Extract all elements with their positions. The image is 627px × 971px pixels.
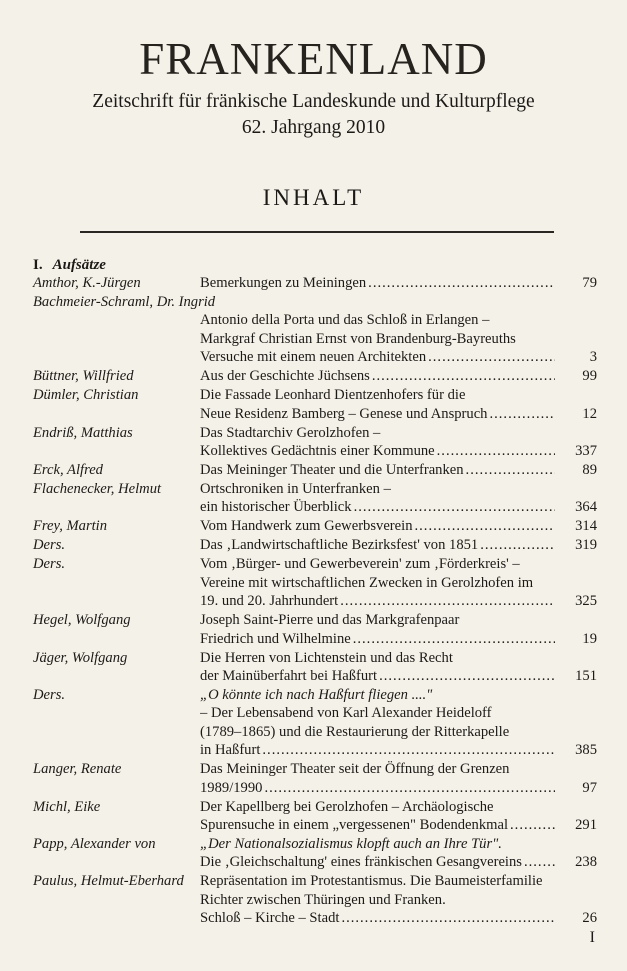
entry-title-text: Richter zwischen Thüringen und Franken. <box>200 891 446 908</box>
entry-page-number: 364 <box>575 499 597 516</box>
entry-title-line <box>200 909 555 927</box>
entry-title-block <box>200 424 555 461</box>
entry-page-number: 97 <box>582 779 597 796</box>
entry-title-line <box>200 480 555 498</box>
entry-title-text: „O könnte ich nach Haßfurt fliegen ...." <box>200 687 433 704</box>
entry-title-line <box>200 760 555 778</box>
entry-page-number: 151 <box>575 668 597 685</box>
entry-title-text: Der Kapellberg bei Gerolzhofen – Archäologische <box>200 798 494 815</box>
entry-title-block <box>200 686 555 760</box>
entry-title-block <box>200 480 555 517</box>
section-heading <box>33 257 106 274</box>
entry-title-block <box>200 872 555 927</box>
toc-entry <box>0 686 627 760</box>
entry-title-block <box>200 517 555 535</box>
entry-title-line <box>200 386 555 404</box>
entry-title-text: Friedrich und Wilhelmine <box>200 630 351 647</box>
leader-dots <box>508 816 555 834</box>
entry-title-line <box>200 798 555 816</box>
entry-author: Bachmeier-Schraml, Dr. Ingrid <box>33 294 216 310</box>
entry-author: Frey, Martin <box>33 518 108 535</box>
entry-author: Ders. <box>33 687 66 704</box>
journal-subtitle: Zeitschrift für fränkische Landeskunde und Kulturpflege <box>92 91 535 112</box>
entry-title-text: Das ‚Landwirtschaftliche Bezirksfest' von 1851 <box>200 537 479 554</box>
entry-title-text: (1789–1865) und die Restaurierung der Ritterkapelle <box>200 723 510 740</box>
leader-dots <box>366 274 555 292</box>
section-number: I. <box>33 257 43 273</box>
entry-title-block <box>200 386 555 423</box>
entry-title-text: Vereine mit wirtschaftlichen Zwecken in Gerolzhofen im <box>200 574 534 591</box>
toc-entry <box>0 461 627 479</box>
entry-page-number: 79 <box>582 275 597 291</box>
leader-dots <box>338 592 555 610</box>
leader-dots <box>352 498 555 516</box>
entry-title-line <box>200 574 555 592</box>
entry-title-text: 19. und 20. Jahrhundert <box>200 593 339 610</box>
entry-author: Büttner, Willfried <box>33 368 134 385</box>
leader-dots <box>413 517 556 535</box>
toc-entry <box>0 649 627 686</box>
entry-title-text: Das Meininger Theater und die Unterfranken <box>200 462 464 479</box>
entry-title-text: Markgraf Christian Ernst von Brandenburg-Bayreuths <box>200 330 516 347</box>
entry-author: Michl, Eike <box>33 798 101 815</box>
entry-author: Amthor, K.-Jürgen <box>33 275 141 291</box>
entry-title-text: ein historischer Überblick <box>200 499 352 516</box>
toc-entry <box>0 293 627 367</box>
entry-title-text: Joseph Saint-Pierre und das Markgrafenpaar <box>200 612 460 629</box>
entry-page-number: 3 <box>589 349 597 366</box>
entry-title-block <box>200 760 555 797</box>
entry-title-text: Kollektives Gedächtnis einer Kommune <box>200 443 435 460</box>
entry-title-text: Das Stadtarchiv Gerolzhofen – <box>200 424 381 441</box>
entry-title-block <box>200 611 555 648</box>
entry-author: Langer, Renate <box>33 761 122 778</box>
entry-title-text: Antonio della Porta und das Schloß in Erlangen – <box>200 312 490 329</box>
leader-dots <box>435 442 555 460</box>
leader-dots <box>262 779 555 797</box>
entry-title-line <box>200 311 555 329</box>
entry-title-text: Vom ‚Bürger- und Gewerbeverein' zum ‚Förderkreis' – <box>200 556 520 573</box>
entry-author: Jäger, Wolfgang <box>33 649 128 666</box>
entry-title-line <box>200 853 555 871</box>
entry-title-block <box>200 798 555 835</box>
entry-title-line <box>200 405 555 423</box>
entry-author: Ders. <box>33 556 66 573</box>
entry-title-text: Aus der Geschichte Jüchsens <box>200 368 370 385</box>
entry-title-line <box>200 274 555 292</box>
entry-page-number: 26 <box>582 910 597 927</box>
entry-title-line <box>200 667 555 685</box>
entry-author: Dümler, Christian <box>33 387 139 404</box>
leader-dots <box>339 909 555 927</box>
leader-dots <box>487 405 555 423</box>
entry-title-text: Die ‚Gleichschaltung' eines fränkischen Gesangvereins <box>200 854 522 871</box>
entry-page-number: 291 <box>575 817 597 834</box>
entry-title-text: Bemerkungen zu Meiningen <box>200 275 367 291</box>
entry-title-line <box>200 348 555 366</box>
leader-dots <box>370 367 555 385</box>
entry-title-block <box>200 649 555 686</box>
entry-title-text: Spurensuche in einem „vergessenen" Bodendenkmal <box>200 817 509 834</box>
toc-entry <box>0 386 627 423</box>
leader-dots <box>478 536 555 554</box>
toc-entry <box>0 480 627 517</box>
toc-entry <box>0 274 627 292</box>
leader-dots <box>377 667 555 685</box>
toc-entry <box>0 367 627 385</box>
toc-entry <box>0 835 627 872</box>
table-of-contents <box>0 274 627 928</box>
section-label: Aufsätze <box>52 257 106 273</box>
entry-title-text: Das Meininger Theater seit der Öffnung der Grenzen <box>200 761 510 778</box>
entry-title-line <box>200 555 555 573</box>
entry-title-block <box>200 274 555 292</box>
journal-title: FRANKENLAND <box>139 34 488 84</box>
entry-title-block <box>200 835 555 872</box>
entry-title-line <box>200 330 555 348</box>
entry-title-block <box>200 555 555 610</box>
entry-title-line <box>200 498 555 516</box>
toc-entry <box>0 872 627 927</box>
entry-page-number: 325 <box>575 593 597 610</box>
contents-heading: INHALT <box>262 185 365 210</box>
entry-title-line <box>200 630 555 648</box>
entry-title-text: Neue Residenz Bamberg – Genese und Anspruch <box>200 405 488 422</box>
entry-title-text: Ortschroniken in Unterfranken – <box>200 481 391 498</box>
entry-page-number: 314 <box>575 518 597 535</box>
entry-title-text: 1989/1990 <box>200 779 263 796</box>
entry-title-line <box>200 835 555 853</box>
entry-title-text: der Mainüberfahrt bei Haßfurt <box>200 668 378 685</box>
entry-title-text: „Der Nationalsozialismus klopft auch an Ihre Tür". <box>200 836 502 853</box>
entry-title-line <box>200 872 555 890</box>
toc-entry <box>0 536 627 554</box>
entry-page-number: 12 <box>582 405 597 422</box>
entry-page-number: 385 <box>575 742 597 759</box>
entry-title-line <box>200 611 555 629</box>
leader-dots <box>351 630 555 648</box>
entry-title-block <box>200 367 555 385</box>
entry-title-line <box>200 592 555 610</box>
entry-title-line <box>200 536 555 554</box>
leader-dots <box>260 741 555 759</box>
entry-title-line <box>200 741 555 759</box>
entry-author: Papp, Alexander von <box>33 836 156 853</box>
entry-title-line <box>200 517 555 535</box>
entry-title-block <box>200 293 555 367</box>
volume-year: 62. Jahrgang 2010 <box>241 117 386 138</box>
entry-title-block <box>200 536 555 554</box>
leader-dots <box>522 853 555 871</box>
entry-page-number: 337 <box>575 443 597 460</box>
entry-title-line <box>200 461 555 479</box>
entry-author: Flachenecker, Helmut <box>33 481 162 498</box>
entry-title-text: – Der Lebensabend von Karl Alexander Heideloff <box>200 705 492 722</box>
entry-page-number: 19 <box>582 630 597 647</box>
heading-rule <box>80 231 554 233</box>
entry-author: Hegel, Wolfgang <box>33 612 131 629</box>
entry-title-block <box>200 461 555 479</box>
entry-author: Endriß, Matthias <box>33 424 133 441</box>
entry-page-number: 89 <box>582 462 597 479</box>
toc-entry <box>0 424 627 461</box>
entry-page-number: 99 <box>582 368 597 385</box>
entry-title-line <box>200 442 555 460</box>
entry-page-number: 319 <box>575 537 597 554</box>
entry-title-line <box>200 816 555 834</box>
entry-title-line <box>200 367 555 385</box>
leader-dots <box>426 348 555 366</box>
leader-dots <box>464 461 555 479</box>
entry-title-line <box>200 649 555 667</box>
entry-title-line <box>200 779 555 797</box>
entry-title-line <box>200 424 555 442</box>
entry-title-line <box>200 686 555 704</box>
entry-title-text: Repräsentation im Protestantismus. Die Baumeisterfamilie <box>200 873 543 890</box>
toc-entry <box>0 611 627 648</box>
entry-author: Paulus, Helmut-Eberhard <box>33 873 184 890</box>
entry-title-line <box>200 704 555 722</box>
entry-author: Ders. <box>33 537 66 554</box>
entry-title-line <box>200 891 555 909</box>
entry-title-text: Versuche mit einem neuen Architekten <box>200 349 427 366</box>
entry-title-text: Die Herren von Lichtenstein und das Recht <box>200 649 453 666</box>
entry-author: Erck, Alfred <box>33 462 103 479</box>
entry-title-text: Die Fassade Leonhard Dientzenhofers für die <box>200 387 466 404</box>
entry-page-number: 238 <box>575 854 597 871</box>
toc-entry <box>0 798 627 835</box>
entry-title-line <box>200 723 555 741</box>
entry-title-text: Vom Handwerk zum Gewerbsverein <box>200 518 413 535</box>
entry-title-text: Schloß – Kirche – Stadt <box>200 910 340 927</box>
toc-entry <box>0 555 627 610</box>
page-folio: I <box>589 929 595 946</box>
toc-entry <box>0 760 627 797</box>
entry-title-text: in Haßfurt <box>200 742 261 759</box>
toc-entry <box>0 517 627 535</box>
